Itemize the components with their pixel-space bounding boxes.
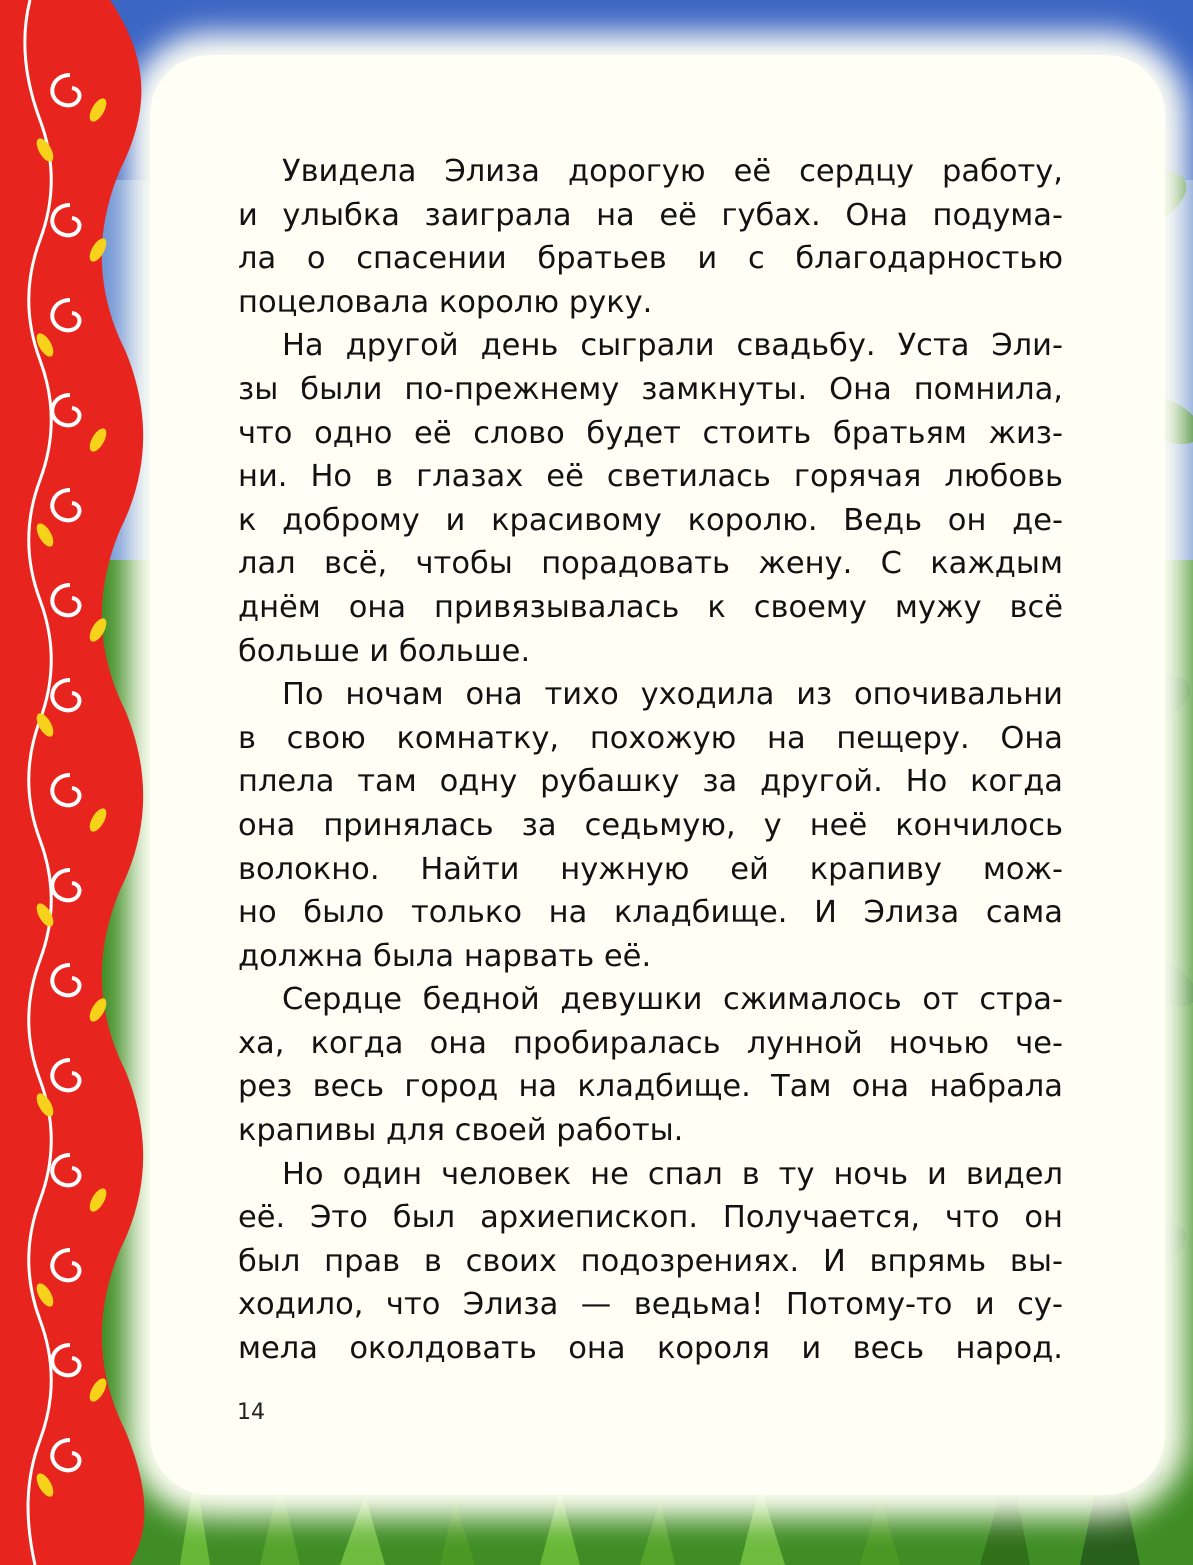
text-line: днём она привязывалась к своему мужу всё bbox=[238, 589, 1063, 625]
text-line: лал всё, чтобы порадовать жену. С каждым bbox=[238, 546, 1063, 582]
text-line: Сердце бедной девушки сжималось от стра- bbox=[282, 982, 1063, 1018]
story-text bbox=[238, 150, 1063, 1371]
paragraph-2 bbox=[238, 324, 1063, 673]
text-line: мела околдовать она короля и весь народ. bbox=[238, 1331, 1063, 1367]
paragraph-3 bbox=[238, 673, 1063, 978]
text-line: крапивы для своей работы. bbox=[238, 1113, 684, 1149]
text-line: зы были по-прежнему замкнуты. Она помнила, bbox=[238, 371, 1063, 407]
text-line: её. Это был архиепископ. Получается, что он bbox=[238, 1200, 1063, 1236]
text-line: волокно. Найти нужную ей крапиву мож- bbox=[238, 851, 1063, 887]
text-line: она принялась за седьмую, у неё кончилось bbox=[238, 807, 1063, 843]
page-number: 14 bbox=[237, 1400, 265, 1425]
text-line: Увидела Элиза дорогую её сердцу работу, bbox=[282, 154, 1063, 189]
text-line: и улыбка заиграла на её губах. Она подума- bbox=[238, 197, 1063, 233]
text-line: Но один человек не спал в ту ночь и видел bbox=[282, 1156, 1063, 1192]
text-line: По ночам она тихо уходила из опочивальни bbox=[282, 677, 1063, 713]
text-line: ни. Но в глазах её светилась горячая любовь bbox=[238, 459, 1063, 495]
text-line: должна была нарвать её. bbox=[238, 938, 652, 974]
text-line: ходило, что Элиза — ведьма! Потому-то и су- bbox=[238, 1287, 1063, 1323]
text-line: но было только на кладбище. И Элиза сама bbox=[238, 895, 1063, 931]
paragraph-4 bbox=[238, 978, 1063, 1152]
text-line: плела там одну рубашку за другой. Но когда bbox=[238, 764, 1063, 800]
ornamental-border bbox=[0, 0, 175, 1565]
text-line: к доброму и красивому королю. Ведь он де- bbox=[238, 502, 1063, 538]
paragraph-1 bbox=[238, 150, 1063, 324]
text-line: что одно её слово будет стоить братьям жиз- bbox=[238, 415, 1063, 451]
text-line: больше и больше. bbox=[238, 633, 531, 669]
text-line: рез весь город на кладбище. Там она набрала bbox=[238, 1069, 1063, 1105]
text-line: ха, когда она пробиралась лунной ночью че- bbox=[238, 1025, 1063, 1061]
text-line: был прав в своих подозрениях. И впрямь вы- bbox=[238, 1243, 1063, 1279]
paragraph-5 bbox=[238, 1153, 1063, 1371]
text-line: ла о спасении братьев и с благодарностью bbox=[238, 241, 1063, 277]
text-line: поцеловала королю руку. bbox=[238, 284, 653, 320]
text-line: На другой день сыграли свадьбу. Уста Эли- bbox=[282, 328, 1063, 364]
text-line: в свою комнатку, похожую на пещеру. Она bbox=[238, 720, 1063, 756]
